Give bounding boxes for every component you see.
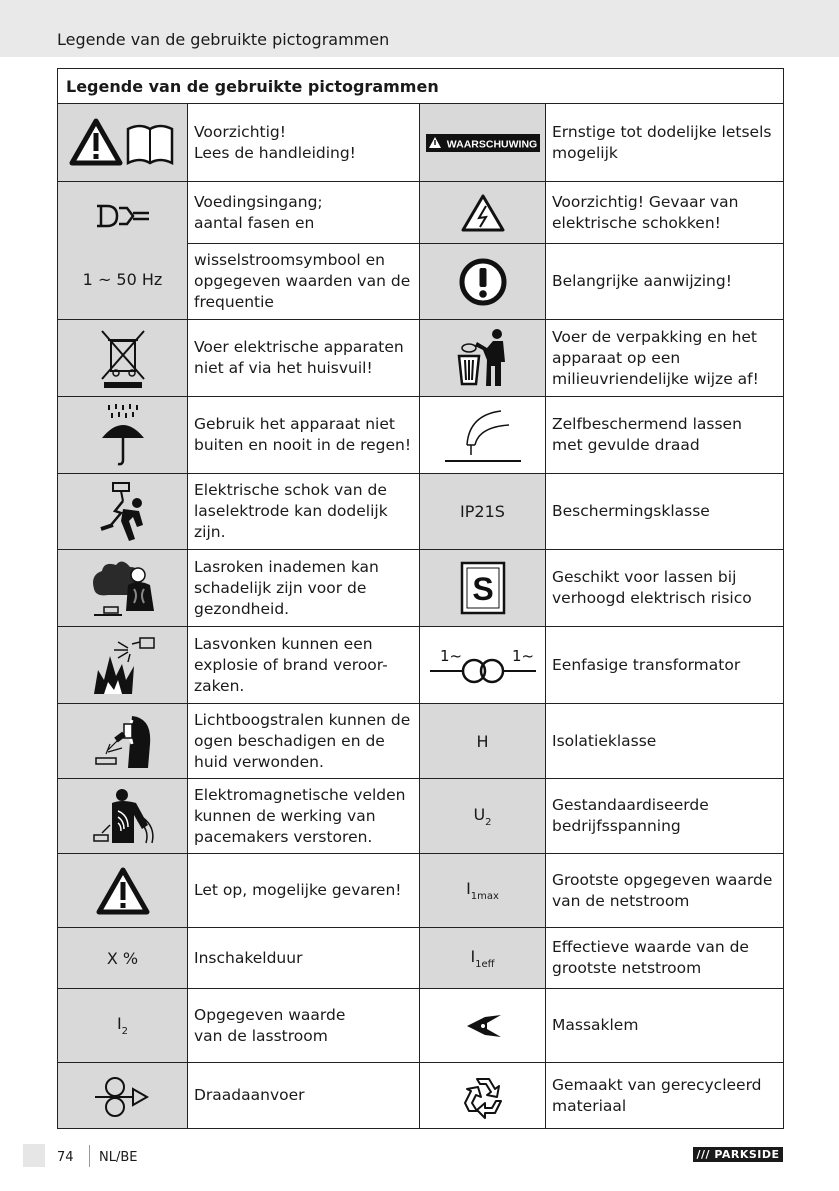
- legend-text: Lasroken inademen kan schadelijk zijn voor de gezondheid.: [188, 550, 420, 627]
- effective-current-subscript: 1eff: [475, 958, 495, 970]
- language-code: NL/BE: [99, 1150, 138, 1165]
- electromagnetic-fields-icon: [58, 779, 188, 854]
- dispose-packaging-icon: [420, 320, 546, 397]
- legend-text: Effectieve waarde van de grootste netstroom: [546, 928, 784, 989]
- legend-text: Beschermingsklasse: [546, 474, 784, 550]
- legend-text: wisselstroomsymbool en opgegeven waarden van de frequentie: [188, 244, 420, 320]
- legend-text: Gestandaardiseerde bedrijfsspanning: [546, 779, 784, 854]
- legend-text: Ernstige tot dodelijke letsels mogelijk: [546, 104, 784, 182]
- legend-text: Grootste opgegeven waarde van de netstroom: [546, 854, 784, 928]
- caution-manual-icon: [58, 104, 188, 182]
- general-hazard-icon: [58, 854, 188, 928]
- legend-text: Voedingsingang; aantal fasen en: [188, 182, 420, 244]
- s-mark-icon: [420, 550, 546, 627]
- ground-clamp-icon: [420, 989, 546, 1063]
- legend-text: Elektromagnetische velden kunnen de werking van pacemakers verstoren.: [188, 779, 420, 854]
- self-shielded-welding-icon: [420, 397, 546, 474]
- page-header-title: Legende van de gebruikte pictogrammen: [57, 30, 390, 49]
- legend-text: Zelfbeschermend lassen met gevulde draad: [546, 397, 784, 474]
- wire-feed-icon: [58, 1063, 188, 1129]
- legend-text: Voer de verpakking en het apparaat op een milieuvriendelijke wijze af!: [546, 320, 784, 397]
- footer-tab: [23, 1144, 45, 1167]
- pictogram-legend-table: [57, 68, 784, 1129]
- duty-cycle-symbol: X %: [58, 928, 188, 989]
- legend-text: Belangrijke aanwijzing!: [546, 244, 784, 320]
- legend-text: Eenfasige transformator: [546, 627, 784, 704]
- legend-text: Let op, mogelijke gevaren!: [188, 854, 420, 928]
- welding-current-subscript: 2: [121, 1026, 129, 1037]
- welding-current-symbol: [58, 989, 188, 1063]
- page-header-bar: [0, 0, 839, 57]
- legend-text: Massaklem: [546, 989, 784, 1063]
- rated-voltage-letter: U: [473, 804, 486, 824]
- legend-text: Voorzichtig! Lees de handleiding!: [188, 104, 420, 182]
- recycling-icon: [420, 1063, 546, 1129]
- legend-text: Lasvonken kunnen een explosie of brand veroor- zaken.: [188, 627, 420, 704]
- legend-text: Gemaakt van gerecycleerd materiaal: [546, 1063, 784, 1129]
- electrode-shock-icon: [58, 474, 188, 550]
- welding-sparks-icon: [58, 627, 188, 704]
- legend-text: Voorzichtig! Gevaar van elektrische schokken!: [546, 182, 784, 244]
- arc-rays-icon: [58, 704, 188, 779]
- power-input-cell: [58, 182, 188, 320]
- table-title: Legende van de gebruikte pictogrammen: [58, 69, 784, 104]
- max-input-current-symbol: [420, 854, 546, 928]
- frequency-symbol: 1 ~ 50 Hz: [82, 270, 163, 289]
- legend-text: Isolatieklasse: [546, 704, 784, 779]
- legend-text: Elektrische schok van de laselektrode kan dodelijk zijn.: [188, 474, 420, 550]
- single-phase-transformer-icon: [420, 627, 546, 704]
- no-rain-umbrella-icon: [58, 397, 188, 474]
- transformer-output-phase: 1~: [511, 647, 534, 665]
- rated-voltage-symbol: [420, 779, 546, 854]
- welding-fumes-icon: [58, 550, 188, 627]
- weee-bin-icon: [58, 320, 188, 397]
- warning-label-icon: [420, 104, 546, 182]
- warning-label-text: WAARSCHUWING: [446, 138, 537, 150]
- rated-voltage-subscript: 2: [485, 816, 492, 828]
- effective-current-symbol: [420, 928, 546, 989]
- footer-divider: [89, 1145, 90, 1167]
- legend-text: Lichtboogstralen kunnen de ogen beschadigen en de huid verwonden.: [188, 704, 420, 779]
- legend-text: Opgegeven waarde van de lasstroom: [188, 989, 420, 1063]
- power-plug-icon: [93, 196, 153, 236]
- legend-text: Draadaanvoer: [188, 1063, 420, 1129]
- parkside-logo: /// PARKSIDE: [693, 1147, 783, 1162]
- protection-class-symbol: IP21S: [420, 474, 546, 550]
- electric-shock-icon: [420, 182, 546, 244]
- insulation-class-symbol: H: [420, 704, 546, 779]
- welding-current-letter: I: [116, 1014, 122, 1033]
- effective-current-letter: I: [470, 946, 476, 966]
- transformer-input-phase: 1~: [439, 647, 462, 665]
- s-mark-letter: S: [471, 571, 494, 607]
- legend-text: Geschikt voor lassen bij verhoogd elektrisch risico: [546, 550, 784, 627]
- max-input-current-subscript: 1max: [470, 891, 499, 902]
- important-note-icon: [420, 244, 546, 320]
- page-number: 74: [57, 1150, 74, 1165]
- legend-text: Gebruik het apparaat niet buiten en nooit in de regen!: [188, 397, 420, 474]
- max-input-current-letter: I: [466, 879, 471, 898]
- legend-text: Voer elektrische apparaten niet af via het huisvuil!: [188, 320, 420, 397]
- legend-text: Inschakelduur: [188, 928, 420, 989]
